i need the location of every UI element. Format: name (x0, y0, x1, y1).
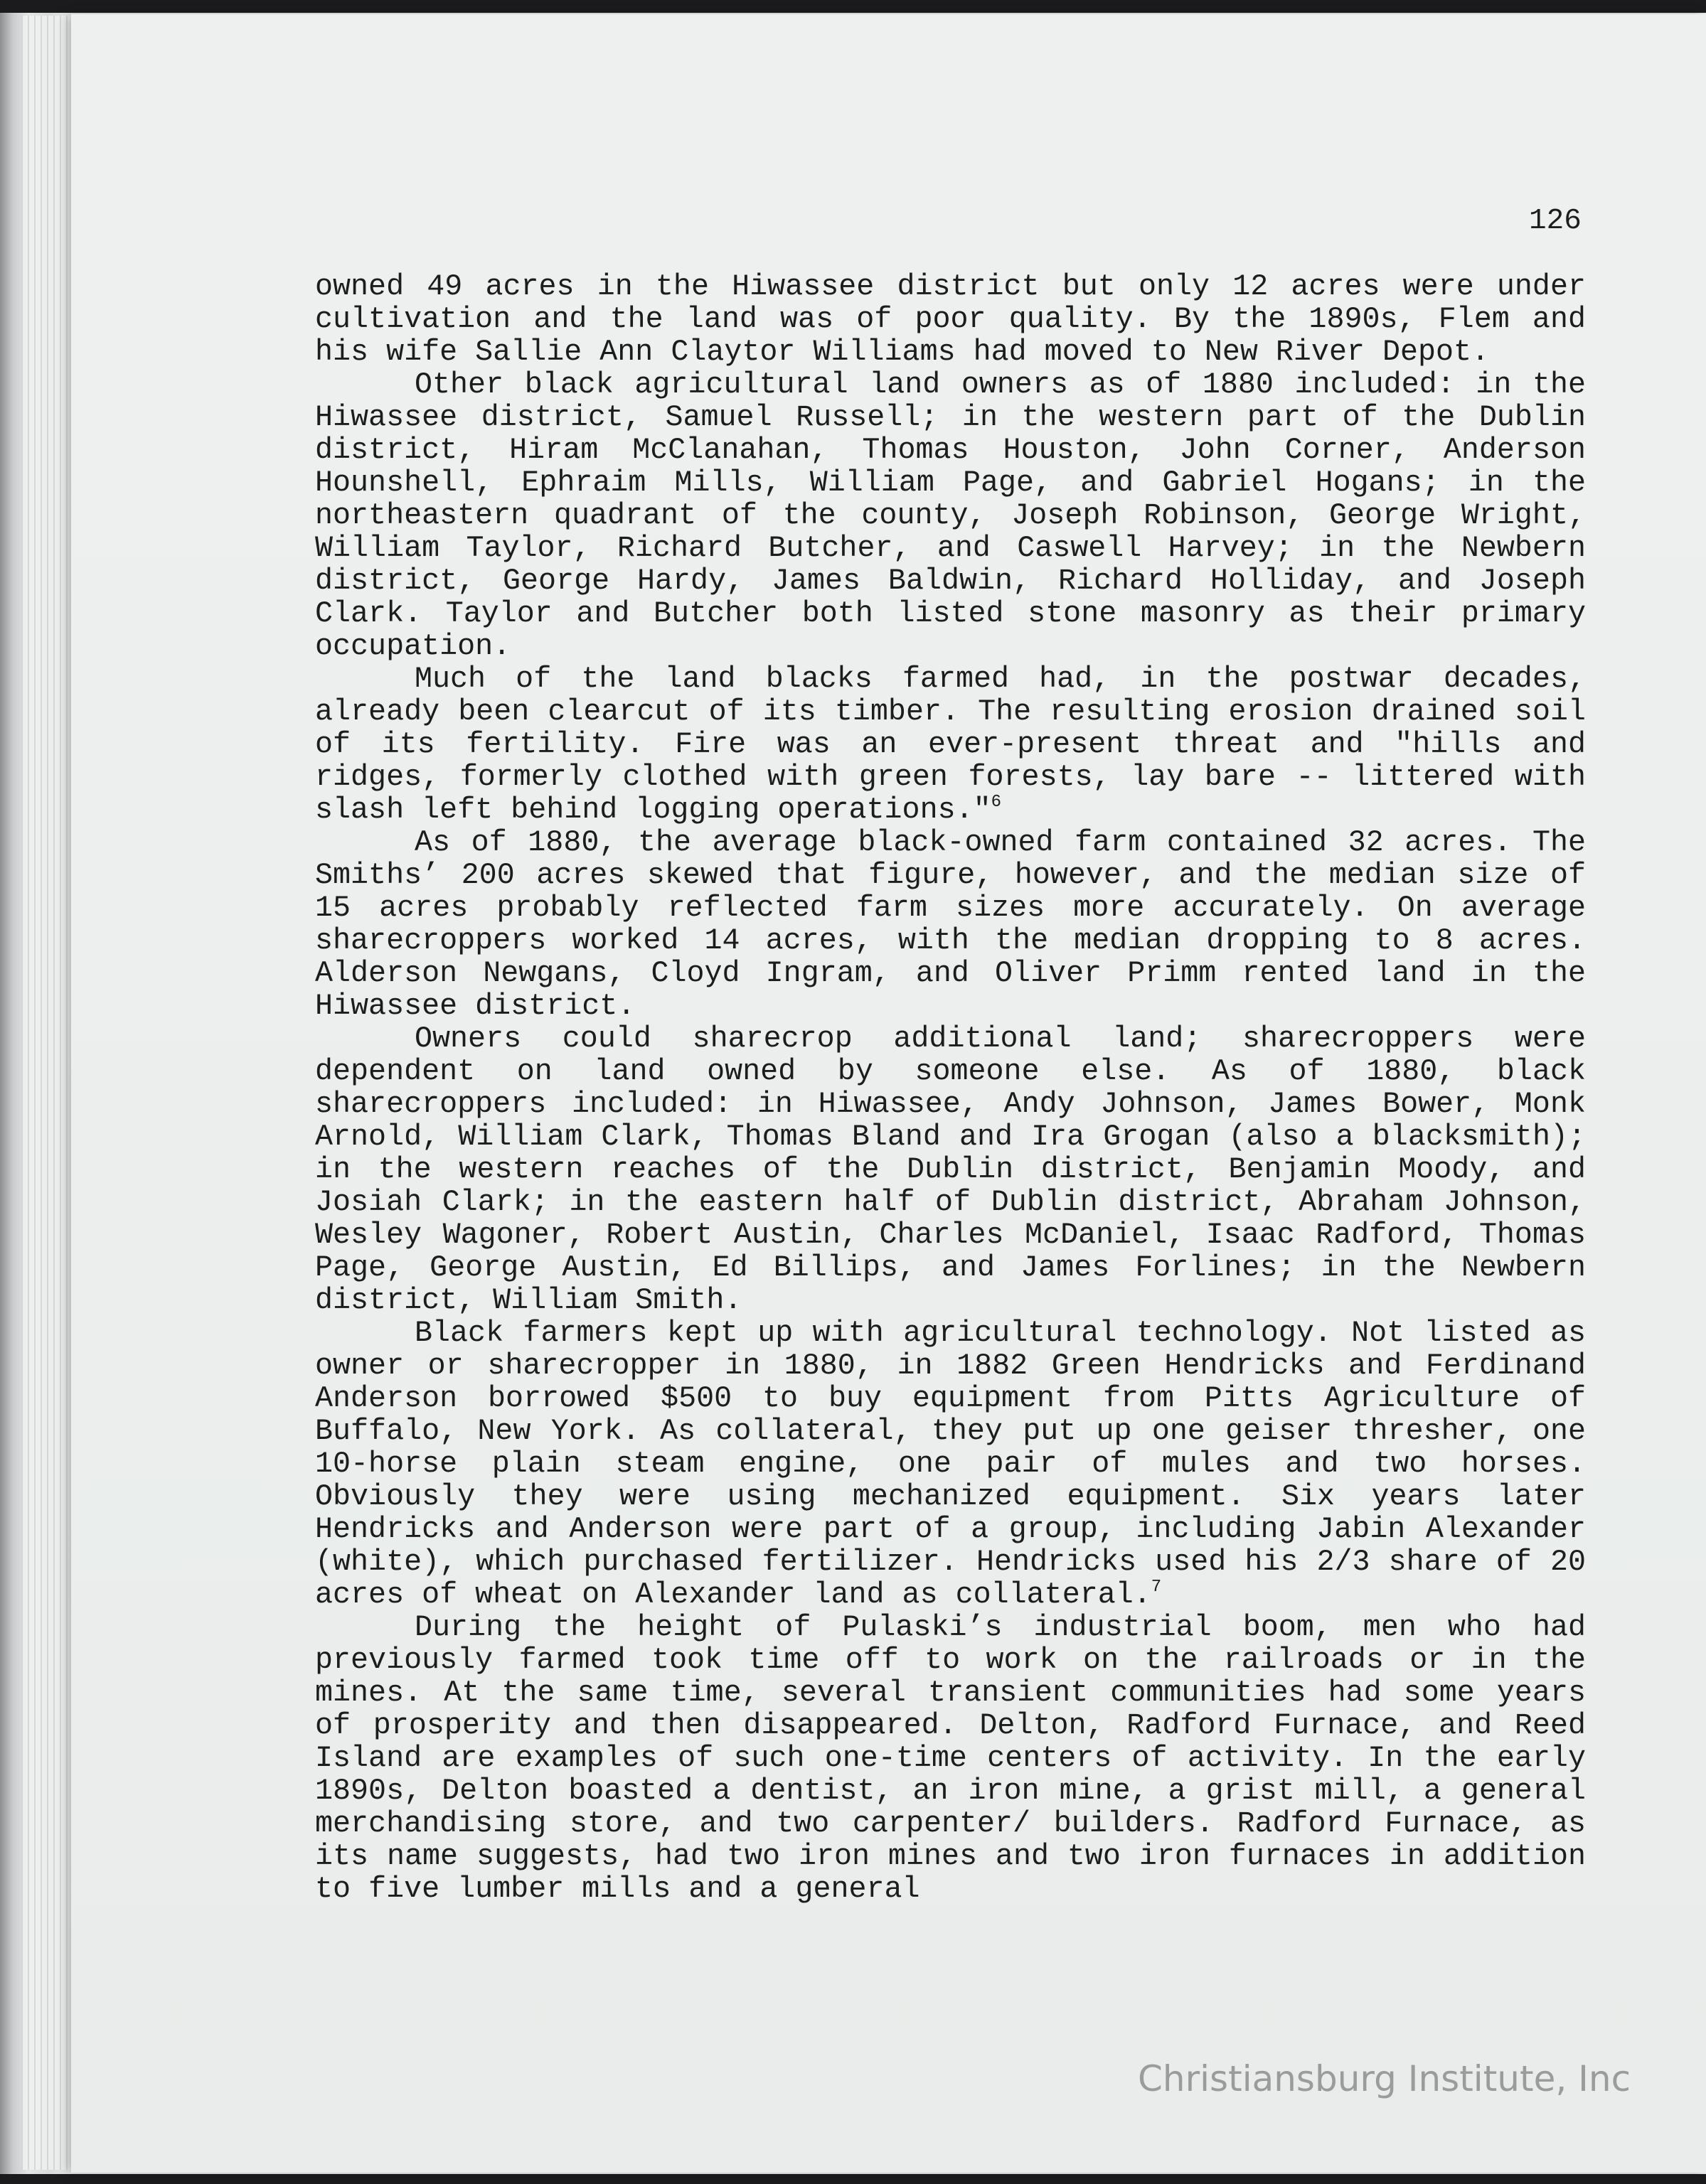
paragraph: Black farmers kept up with agricultural technology. Not listed as owner or sharecropper in 1880, in 1882 Green Hendricks and Ferdinand Anderson borrowed $500 to buy equipment from Pitts Agriculture of Buffalo, New York. As collateral, they put up one geiser thresher, one 10-horse plain steam engine, one pair of mules and two horses. Obviously they were using mechanized equipment. Six years later Hendricks and Anderson were part of a group, including Jabin Alexander (white), which purchased fertilizer. Hendricks used his 2/3 share of 20 acres of wheat on Alexander land as collateral.$^7$ (315, 1316, 1586, 1612)
paragraph: As of 1880, the average black-owned farm contained 32 acres. The Smiths’ 200 acres skewed that figure, however, and the median size of 15 acres probably reflected farm sizes more accurately. On average sharecroppers worked 14 acres, with the median dropping to 8 acres. Alderson Newgans, Cloyd Ingram, and Oliver Primm rented land in the Hiwassee district. (315, 825, 1586, 1023)
watermark: Christiansburg Institute, Inc (1138, 2058, 1631, 2099)
paragraph: Other black agricultural land owners as of 1880 included: in the Hiwassee district, Samuel Russell; in the western part of the Dublin district, Hiram McClanahan, Thomas Houston, John Corner, Anderson Hounshell, Ephraim Mills, William Page, and Gabriel Hogans; in the northeastern quadrant of the county, Joseph Robinson, George Wright, William Taylor, Richard Butcher, and Caswell Harvey; in the Newbern district, George Hardy, James Baldwin, Richard Holliday, and Joseph Clark. Taylor and Butcher both listed stone masonry as their primary occupation. (315, 368, 1586, 663)
paragraph: Owners could sharecrop additional land; sharecroppers were dependent on land owned by someone else. As of 1880, black sharecroppers included: in Hiwassee, Andy Johnson, James Bower, Monk Arnold, William Clark, Thomas Bland and Ira Grogan (also a blacksmith); in the western reaches of the Dublin district, Benjamin Moody, and Josiah Clark; in the eastern half of Dublin district, Abraham Johnson, Wesley Wagoner, Robert Austin, Charles McDaniel, Isaac Radford, Thomas Page, George Austin, Ed Billips, and James Forlines; in the Newbern district, William Smith. (315, 1022, 1586, 1317)
footnote-marker: 6 (991, 793, 1002, 812)
body-text (315, 270, 1586, 1905)
paragraph: During the height of Pulaski’s industrial boom, men who had previously farmed took time off to work on the railroads or in the mines. At the same time, several transient communities had some years of prosperity and then disappeared. Delton, Radford Furnace, and Reed Island are examples of such one-time centers of activity. In the early 1890s, Delton boasted a dentist, an iron mine, a grist mill, a general merchandising store, and two carpenter/ builders. Radford Furnace, as its name suggests, had two iron mines and two iron furnaces in addition to five lumber mills and a general (315, 1610, 1586, 1906)
paragraph: Much of the land blacks farmed had, in the postwar decades, already been clearcut of its timber. The resulting erosion drained soil of its fertility. Fire was an ever-present threat and "hills and ridges, formerly clothed with green forests, lay bare -- littered with slash left behind logging operations."$^6$ (315, 662, 1586, 827)
page-number: 126 (1529, 205, 1582, 237)
footnote-marker: 7 (1151, 1578, 1162, 1597)
paragraph: owned 49 acres in the Hiwassee district but only 12 acres were under cultivation and the land was of poor quality. By the 1890s, Flem and his wife Sallie Ann Claytor Williams had moved to New River Depot. (315, 269, 1586, 369)
